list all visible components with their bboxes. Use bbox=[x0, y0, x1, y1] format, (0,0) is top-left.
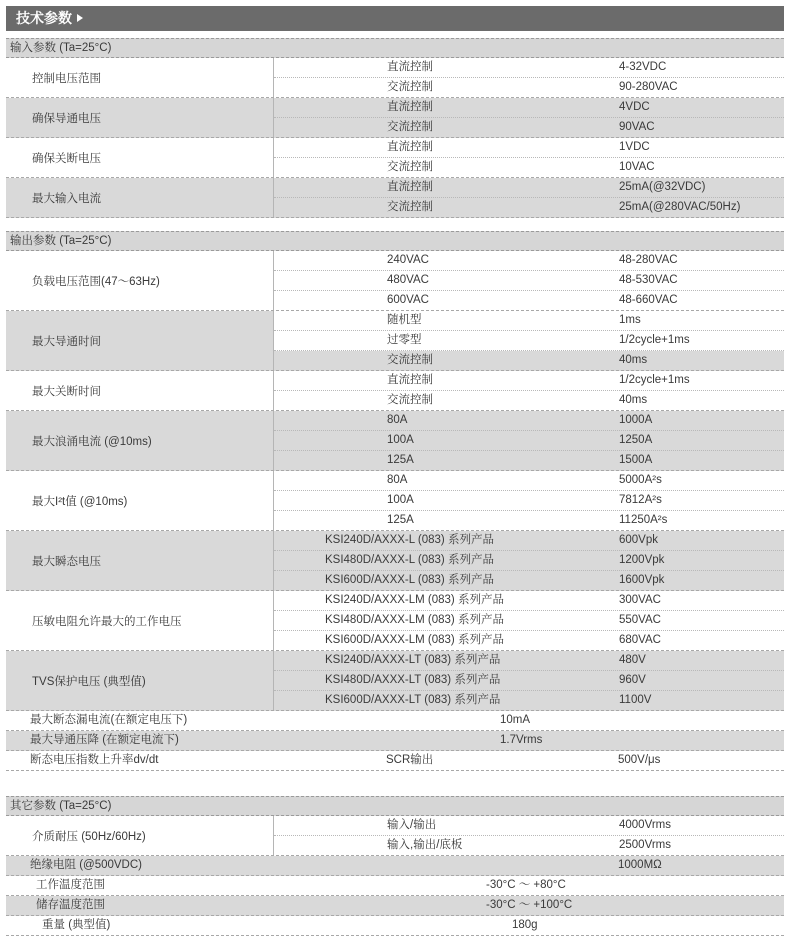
value-cell: 25mA(@32VDC) bbox=[619, 181, 706, 193]
input-group bbox=[6, 58, 784, 98]
param-label: 最大I²t值 (@10ms) bbox=[32, 495, 128, 508]
input-params-table bbox=[6, 38, 784, 218]
param-label: 最大关断时间 bbox=[32, 385, 101, 398]
value-cell: 48-530VAC bbox=[619, 274, 678, 286]
value-cell: 5000A²s bbox=[619, 474, 662, 486]
value-cell: 48-660VAC bbox=[619, 294, 678, 306]
value-cell: 10mA bbox=[500, 714, 531, 726]
storage-temp-row bbox=[6, 896, 784, 916]
param-label: 最大浪涌电流 (@10ms) bbox=[32, 435, 152, 448]
input-group bbox=[6, 178, 784, 218]
value-cell: 480V bbox=[619, 654, 646, 666]
cond-cell: 交流控制 bbox=[387, 354, 433, 366]
value-cell: 1200Vpk bbox=[619, 554, 665, 566]
value-cell: 90VAC bbox=[619, 121, 655, 133]
cond-cell: 100A bbox=[387, 434, 414, 446]
output-group bbox=[6, 371, 784, 411]
value-cell: 10VAC bbox=[619, 161, 655, 173]
value-cell: 550VAC bbox=[619, 614, 661, 626]
cond-cell: 随机型 bbox=[387, 314, 422, 326]
value-cell: 90-280VAC bbox=[619, 81, 678, 93]
section-title-bar bbox=[6, 6, 784, 31]
param-label: 绝缘电阻 (@500VDC) bbox=[30, 859, 142, 871]
output-group bbox=[6, 471, 784, 531]
voltage-drop-row bbox=[6, 731, 784, 751]
cond-cell: 直流控制 bbox=[387, 101, 433, 113]
cond-cell: KSI480D/AXXX-LM (083) 系列产品 bbox=[325, 614, 504, 626]
param-label: 最大断态漏电流(在额定电压下) bbox=[30, 714, 188, 726]
cond-cell: KSI240D/AXXX-LT (083) 系列产品 bbox=[325, 654, 501, 666]
cond-cell: 交流控制 bbox=[387, 201, 433, 213]
input-group bbox=[6, 98, 784, 138]
value-cell: 40ms bbox=[619, 354, 648, 366]
param-label: 介质耐压 (50Hz/60Hz) bbox=[32, 830, 146, 843]
value-cell: 4000Vrms bbox=[619, 819, 671, 831]
value-cell: 1VDC bbox=[619, 141, 650, 153]
cond-cell: KSI600D/AXXX-LM (083) 系列产品 bbox=[325, 634, 504, 646]
cond-cell: KSI480D/AXXX-LT (083) 系列产品 bbox=[325, 674, 501, 686]
cond-cell: KSI600D/AXXX-L (083) 系列产品 bbox=[325, 574, 494, 586]
value-cell: 1500A bbox=[619, 454, 653, 466]
cond-cell: 直流控制 bbox=[387, 141, 433, 153]
value-cell: 1/2cycle+1ms bbox=[619, 334, 690, 346]
output-params-table bbox=[6, 231, 784, 771]
output-group bbox=[6, 531, 784, 591]
param-label: 负载电压范围(47～63Hz) bbox=[32, 275, 160, 288]
dvdt-row bbox=[6, 751, 784, 771]
value-cell: 48-280VAC bbox=[619, 254, 678, 266]
output-group bbox=[6, 651, 784, 711]
cond-cell: 过零型 bbox=[387, 334, 422, 346]
value-cell: 25mA(@280VAC/50Hz) bbox=[619, 201, 741, 213]
value-cell: 1ms bbox=[619, 314, 641, 326]
value-cell: 300VAC bbox=[619, 594, 661, 606]
value-cell: 4-32VDC bbox=[619, 61, 667, 73]
dielectric-group bbox=[6, 816, 784, 856]
cond-cell: 输入/输出 bbox=[387, 819, 437, 831]
output-group bbox=[6, 311, 784, 371]
value-cell: 600Vpk bbox=[619, 534, 659, 546]
cond-cell: 输入,输出/底板 bbox=[387, 839, 463, 851]
value-cell: -30°C ～ +100°C bbox=[486, 899, 573, 911]
output-params-header: 输出参数 (Ta=25°C) bbox=[6, 231, 784, 251]
output-group bbox=[6, 591, 784, 651]
cond-cell: 125A bbox=[387, 514, 414, 526]
value-cell: 180g bbox=[512, 919, 538, 931]
cond-cell: 直流控制 bbox=[387, 374, 433, 386]
value-cell: 2500Vrms bbox=[619, 839, 671, 851]
value-cell: 680VAC bbox=[619, 634, 661, 646]
cond-cell: 交流控制 bbox=[387, 394, 433, 406]
cond-cell: 80A bbox=[387, 414, 408, 426]
param-label: 最大瞬态电压 bbox=[32, 555, 101, 568]
cond-cell: 交流控制 bbox=[387, 81, 433, 93]
cond-cell: 交流控制 bbox=[387, 121, 433, 133]
value-cell: 960V bbox=[619, 674, 646, 686]
param-label: 工作温度范围 bbox=[36, 879, 105, 891]
value-cell: -30°C ～ +80°C bbox=[486, 879, 566, 891]
cond-cell: KSI240D/AXXX-L (083) 系列产品 bbox=[325, 534, 494, 546]
cond-cell: 480VAC bbox=[387, 274, 429, 286]
param-label: 储存温度范围 bbox=[36, 899, 105, 911]
weight-row bbox=[6, 916, 784, 936]
value-cell: 1/2cycle+1ms bbox=[619, 374, 690, 386]
param-label: 最大导通时间 bbox=[32, 335, 101, 348]
param-label: 最大输入电流 bbox=[32, 192, 101, 205]
other-params-table bbox=[6, 796, 784, 936]
cond-cell: KSI480D/AXXX-L (083) 系列产品 bbox=[325, 554, 494, 566]
cond-cell: 240VAC bbox=[387, 254, 429, 266]
param-label: 最大导通压降 (在额定电流下) bbox=[30, 734, 179, 746]
work-temp-row bbox=[6, 876, 784, 896]
value-cell: 4VDC bbox=[619, 101, 650, 113]
value-cell: 1000MΩ bbox=[618, 859, 662, 871]
param-label: 控制电压范围 bbox=[32, 72, 101, 85]
cond-cell: 直流控制 bbox=[387, 181, 433, 193]
value-cell: 500V/μs bbox=[618, 754, 661, 766]
input-group bbox=[6, 138, 784, 178]
page-title: 技术参数 bbox=[16, 10, 72, 26]
output-group bbox=[6, 251, 784, 311]
cond-cell: 600VAC bbox=[387, 294, 429, 306]
param-label: TVS保护电压 (典型值) bbox=[32, 675, 146, 688]
other-params-header: 其它参数 (Ta=25°C) bbox=[6, 796, 784, 816]
cond-cell: 125A bbox=[387, 454, 414, 466]
value-cell: 1.7Vrms bbox=[500, 734, 543, 746]
param-label: 重量 (典型值) bbox=[42, 919, 111, 931]
param-label: 确保导通电压 bbox=[32, 112, 101, 125]
cond-cell: KSI600D/AXXX-LT (083) 系列产品 bbox=[325, 694, 501, 706]
value-cell: 1100V bbox=[619, 694, 652, 706]
cond-cell: SCR输出 bbox=[386, 754, 434, 766]
cond-cell: 交流控制 bbox=[387, 161, 433, 173]
insulation-row bbox=[6, 856, 784, 876]
param-label: 压敏电阻允许最大的工作电压 bbox=[32, 615, 182, 628]
cond-cell: 80A bbox=[387, 474, 408, 486]
value-cell: 1000A bbox=[619, 414, 653, 426]
param-label: 确保关断电压 bbox=[32, 152, 101, 165]
value-cell: 1250A bbox=[619, 434, 653, 446]
cond-cell: KSI240D/AXXX-LM (083) 系列产品 bbox=[325, 594, 504, 606]
cond-cell: 100A bbox=[387, 494, 414, 506]
value-cell: 7812A²s bbox=[619, 494, 662, 506]
cond-cell: 直流控制 bbox=[387, 61, 433, 73]
leak-current-row bbox=[6, 711, 784, 731]
arrow-right-icon bbox=[77, 14, 83, 22]
value-cell: 11250A²s bbox=[619, 514, 668, 526]
param-label: 断态电压指数上升率dv/dt bbox=[30, 754, 159, 766]
value-cell: 40ms bbox=[619, 394, 648, 406]
value-cell: 1600Vpk bbox=[619, 574, 665, 586]
output-group bbox=[6, 411, 784, 471]
input-params-header: 输入参数 (Ta=25°C) bbox=[6, 38, 784, 58]
